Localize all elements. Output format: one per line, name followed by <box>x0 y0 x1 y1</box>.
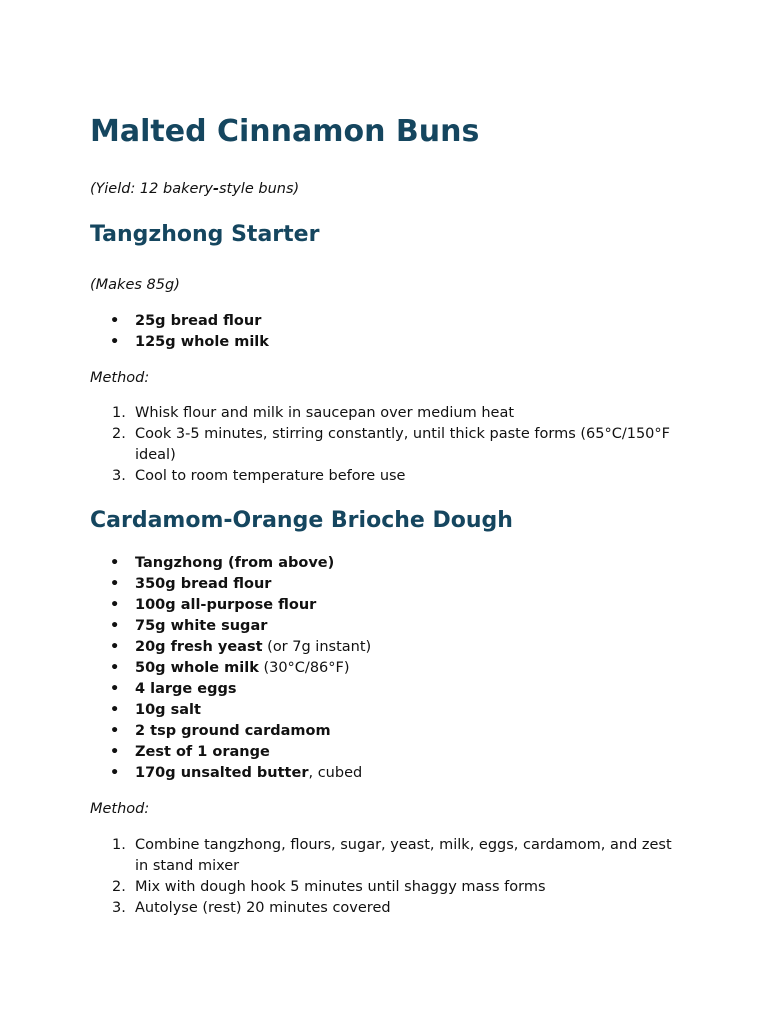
step-number: 1. <box>112 837 126 853</box>
ingredient-bold: 2 tsp ground cardamom <box>135 723 331 739</box>
list-item <box>90 637 678 658</box>
list-item <box>90 595 678 616</box>
ingredient-bold: Zest of 1 orange <box>135 744 270 760</box>
ingredient-bold: 4 large eggs <box>135 681 237 697</box>
page-title: Malted Cinnamon Buns <box>90 114 480 149</box>
step-number: 2. <box>112 879 126 895</box>
ingredient-bold: 125g whole milk <box>135 334 269 350</box>
list-item <box>90 424 678 466</box>
ingredient-bold: 20g fresh yeast <box>135 639 263 655</box>
step-text: Cool to room temperature before use <box>135 468 406 484</box>
ingredient-bold: 350g bread flour <box>135 576 272 592</box>
yield-suffix: style buns) <box>218 181 300 197</box>
list-item <box>90 721 678 742</box>
list-item <box>90 700 678 721</box>
list-item <box>90 877 678 898</box>
list-item <box>90 898 678 919</box>
list-item <box>90 332 678 353</box>
starter-method-label: Method: <box>90 370 150 386</box>
list-item <box>90 574 678 595</box>
ingredient-bold: 10g salt <box>135 702 201 718</box>
ingredient-note: , cubed <box>308 765 363 781</box>
dough-method-steps <box>90 835 678 919</box>
ingredient-bold: 75g white sugar <box>135 618 268 634</box>
step-number: 3. <box>112 468 126 484</box>
ingredient-bold: Tangzhong (from above) <box>135 555 335 571</box>
step-text: Mix with dough hook 5 minutes until shaggy mass forms <box>135 879 546 895</box>
starter-makes-note: (Makes 85g) <box>90 277 180 293</box>
dough-method-label: Method: <box>90 801 150 817</box>
ingredient-note: (or 7g instant) <box>262 639 372 655</box>
ingredient-bold: 50g whole milk <box>135 660 259 676</box>
list-item <box>90 403 678 424</box>
ingredient-bold: 25g bread flour <box>135 313 262 329</box>
list-item <box>90 679 678 700</box>
dough-ingredient-list <box>90 553 678 784</box>
list-item <box>90 742 678 763</box>
starter-ingredient-list <box>90 311 678 353</box>
yield-dash: - <box>212 181 219 197</box>
yield-prefix: (Yield: 12 bakery <box>90 181 213 197</box>
step-number: 3. <box>112 900 126 916</box>
list-item <box>90 835 678 877</box>
section-heading-starter: Tangzhong Starter <box>90 222 320 247</box>
list-item <box>90 553 678 574</box>
ingredient-note: (30°C/86°F) <box>258 660 350 676</box>
step-number: 1. <box>112 405 126 421</box>
list-item <box>90 763 678 784</box>
step-text: Combine tangzhong, flours, sugar, yeast, milk, eggs, cardamom, and zest in stand mixer <box>135 837 672 874</box>
section-heading-dough: Cardamom-Orange Brioche Dough <box>90 508 513 533</box>
yield-note <box>90 179 678 199</box>
step-number: 2. <box>112 426 126 442</box>
step-text: Autolyse (rest) 20 minutes covered <box>135 900 391 916</box>
list-item <box>90 466 678 487</box>
step-text: Cook 3-5 minutes, stirring constantly, until thick paste forms (65°C/150°F ideal) <box>135 426 670 463</box>
list-item <box>90 311 678 332</box>
ingredient-bold: 100g all-purpose flour <box>135 597 317 613</box>
list-item <box>90 658 678 679</box>
ingredient-bold: 170g unsalted butter <box>135 765 309 781</box>
starter-method-steps <box>90 403 678 487</box>
step-text: Whisk flour and milk in saucepan over medium heat <box>135 405 515 421</box>
list-item <box>90 616 678 637</box>
